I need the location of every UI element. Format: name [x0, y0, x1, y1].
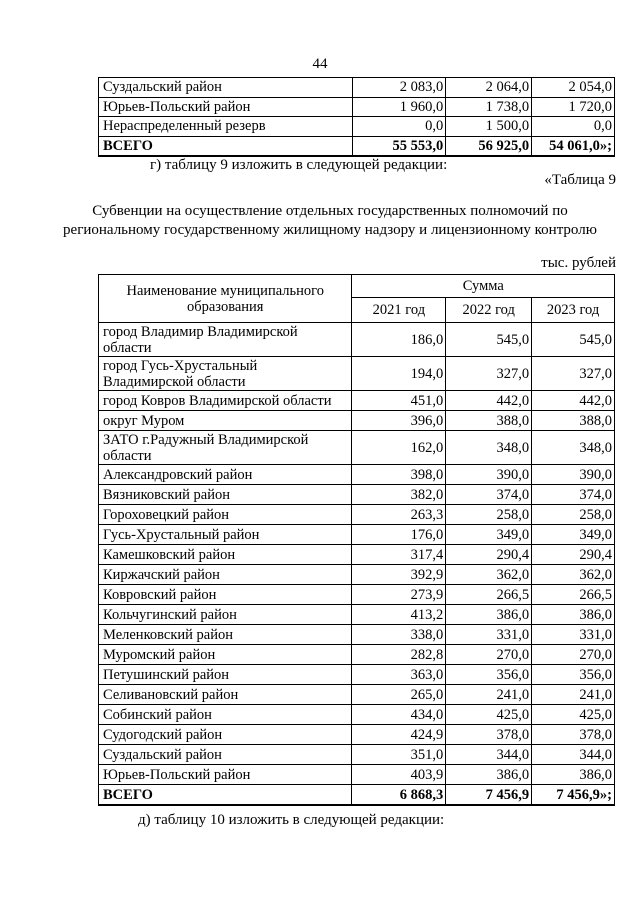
value-cell-2021: 398,0 — [352, 465, 446, 485]
value-cell-2023: 388,0 — [532, 411, 615, 431]
units-label: тыс. рублей — [541, 255, 616, 271]
value-cell-2021: 186,0 — [352, 323, 446, 357]
name-cell: Гусь-Хрустальный район — [99, 525, 352, 545]
value-cell-2022: 545,0 — [446, 323, 532, 357]
value-cell-2021: 451,0 — [352, 391, 446, 411]
value-cell-2021: 424,9 — [352, 725, 446, 745]
value-cell-2021: 403,9 — [352, 765, 446, 785]
value-cell-2022: 378,0 — [446, 725, 532, 745]
value-cell-2022: 442,0 — [446, 391, 532, 411]
value-cell-2021: 176,0 — [352, 525, 446, 545]
value-cell-2022: 290,4 — [446, 545, 532, 565]
value-cell-2022: 266,5 — [446, 585, 532, 605]
instruction-d: д) таблицу 10 изложить в следующей редакции: — [138, 812, 445, 828]
name-cell: Нераспределенный резерв — [99, 117, 353, 137]
total-cell-2023: 54 061,0»; — [532, 136, 615, 156]
page-number: 44 — [312, 56, 328, 72]
table-row — [99, 585, 615, 605]
value-cell-2021: 338,0 — [352, 625, 446, 645]
name-cell: Селивановский район — [99, 685, 352, 705]
value-cell-2023: 545,0 — [532, 323, 615, 357]
value-cell-2021: 263,3 — [352, 505, 446, 525]
value-cell-2022: 1 738,0 — [446, 97, 532, 117]
table-row — [99, 545, 615, 565]
value-cell-2022: 348,0 — [446, 431, 532, 465]
value-cell-2023: 356,0 — [532, 665, 615, 685]
name-cell: Камешковский район — [99, 545, 352, 565]
name-cell: Киржачский район — [99, 565, 352, 585]
header-year-2021: 2021 год — [352, 298, 446, 323]
value-cell-2021: 351,0 — [352, 745, 446, 765]
table-label: «Таблица 9 — [544, 172, 616, 188]
total-cell-2023: 7 456,9»; — [532, 785, 615, 806]
total-cell-2022: 7 456,9 — [446, 785, 532, 806]
table-row — [99, 745, 615, 765]
total-row — [99, 785, 615, 806]
name-cell: Гороховецкий район — [99, 505, 352, 525]
table-9 — [98, 274, 615, 806]
previous-table-continuation — [98, 77, 615, 157]
value-cell-2023: 390,0 — [532, 465, 615, 485]
value-cell-2021: 2 083,0 — [352, 78, 446, 98]
table-row — [99, 665, 615, 685]
table-row — [99, 117, 615, 137]
value-cell-2021: 434,0 — [352, 705, 446, 725]
value-cell-2021: 265,0 — [352, 685, 446, 705]
value-cell-2021: 162,0 — [352, 431, 446, 465]
name-cell: Собинский район — [99, 705, 352, 725]
value-cell-2023: 362,0 — [532, 565, 615, 585]
value-cell-2023: 348,0 — [532, 431, 615, 465]
table-row — [99, 431, 615, 465]
value-cell-2022: 374,0 — [446, 485, 532, 505]
table-row — [99, 323, 615, 357]
value-cell-2022: 362,0 — [446, 565, 532, 585]
name-cell: Вязниковский район — [99, 485, 352, 505]
total-cell-2022: 56 925,0 — [446, 136, 532, 156]
instruction-g: г) таблицу 9 изложить в следующей редакции: — [150, 157, 448, 173]
table-row — [99, 505, 615, 525]
value-cell-2022: 390,0 — [446, 465, 532, 485]
value-cell-2023: 386,0 — [532, 605, 615, 625]
value-cell-2023: 442,0 — [532, 391, 615, 411]
name-cell: город Владимир Владимирской области — [99, 323, 352, 357]
header-municipality: Наименование муниципального образования — [99, 275, 352, 323]
value-cell-2022: 386,0 — [446, 765, 532, 785]
table-row — [99, 525, 615, 545]
total-cell-2021: 6 868,3 — [352, 785, 446, 806]
total-cell-2021: 55 553,0 — [352, 136, 446, 156]
name-cell: Юрьев-Польский район — [99, 765, 352, 785]
table-row — [99, 465, 615, 485]
value-cell-2021: 363,0 — [352, 665, 446, 685]
value-cell-2023: 241,0 — [532, 685, 615, 705]
total-row — [99, 136, 615, 156]
value-cell-2023: 266,5 — [532, 585, 615, 605]
table-row — [99, 565, 615, 585]
name-cell: округ Муром — [99, 411, 352, 431]
value-cell-2021: 273,9 — [352, 585, 446, 605]
value-cell-2021: 0,0 — [352, 117, 446, 137]
table-row — [99, 605, 615, 625]
value-cell-2023: 349,0 — [532, 525, 615, 545]
name-cell: город Гусь-Хрустальный Владимирской области — [99, 357, 352, 391]
name-cell: ЗАТО г.Радужный Владимирской области — [99, 431, 352, 465]
value-cell-2023: 378,0 — [532, 725, 615, 745]
value-cell-2023: 386,0 — [532, 765, 615, 785]
table-row — [99, 725, 615, 745]
table-row — [99, 485, 615, 505]
value-cell-2023: 374,0 — [532, 485, 615, 505]
value-cell-2022: 241,0 — [446, 685, 532, 705]
value-cell-2022: 258,0 — [446, 505, 532, 525]
value-cell-2022: 327,0 — [446, 357, 532, 391]
value-cell-2023: 331,0 — [532, 625, 615, 645]
name-cell: Муромский район — [99, 645, 352, 665]
value-cell-2021: 413,2 — [352, 605, 446, 625]
name-cell: Александровский район — [99, 465, 352, 485]
table-row — [99, 97, 615, 117]
table-row — [99, 357, 615, 391]
name-cell: Кольчугинский район — [99, 605, 352, 625]
name-cell: город Ковров Владимирской области — [99, 391, 352, 411]
total-label: ВСЕГО — [99, 785, 352, 806]
value-cell-2022: 270,0 — [446, 645, 532, 665]
value-cell-2023: 290,4 — [532, 545, 615, 565]
name-cell: Суздальский район — [99, 745, 352, 765]
table-row — [99, 645, 615, 665]
value-cell-2023: 270,0 — [532, 645, 615, 665]
value-cell-2022: 349,0 — [446, 525, 532, 545]
total-label: ВСЕГО — [99, 136, 353, 156]
header-year-2022: 2022 год — [446, 298, 532, 323]
table-row — [99, 765, 615, 785]
table-row — [99, 685, 615, 705]
table-row — [99, 78, 615, 98]
name-cell: Судогодский район — [99, 725, 352, 745]
value-cell-2023: 2 054,0 — [532, 78, 615, 98]
value-cell-2021: 317,4 — [352, 545, 446, 565]
value-cell-2022: 386,0 — [446, 605, 532, 625]
name-cell: Меленковский район — [99, 625, 352, 645]
value-cell-2023: 344,0 — [532, 745, 615, 765]
value-cell-2023: 258,0 — [532, 505, 615, 525]
name-cell: Юрьев-Польский район — [99, 97, 353, 117]
value-cell-2022: 356,0 — [446, 665, 532, 685]
value-cell-2021: 392,9 — [352, 565, 446, 585]
table-row — [99, 625, 615, 645]
header-sum: Сумма — [352, 275, 615, 298]
value-cell-2021: 282,8 — [352, 645, 446, 665]
value-cell-2023: 327,0 — [532, 357, 615, 391]
value-cell-2023: 1 720,0 — [532, 97, 615, 117]
name-cell: Суздальский район — [99, 78, 353, 98]
value-cell-2022: 388,0 — [446, 411, 532, 431]
value-cell-2022: 1 500,0 — [446, 117, 532, 137]
value-cell-2021: 382,0 — [352, 485, 446, 505]
value-cell-2022: 344,0 — [446, 745, 532, 765]
value-cell-2022: 331,0 — [446, 625, 532, 645]
value-cell-2022: 2 064,0 — [446, 78, 532, 98]
value-cell-2021: 1 960,0 — [352, 97, 446, 117]
table-row — [99, 391, 615, 411]
table-title: Субвенции на осуществление отдельных государственных полномочий по региональному государственному жилищному надзору и лицензионному контролю — [63, 203, 597, 238]
value-cell-2022: 425,0 — [446, 705, 532, 725]
name-cell: Ковровский район — [99, 585, 352, 605]
table-row — [99, 705, 615, 725]
name-cell: Петушинский район — [99, 665, 352, 685]
value-cell-2021: 194,0 — [352, 357, 446, 391]
value-cell-2023: 425,0 — [532, 705, 615, 725]
header-year-2023: 2023 год — [532, 298, 615, 323]
table-row — [99, 411, 615, 431]
value-cell-2021: 396,0 — [352, 411, 446, 431]
value-cell-2023: 0,0 — [532, 117, 615, 137]
